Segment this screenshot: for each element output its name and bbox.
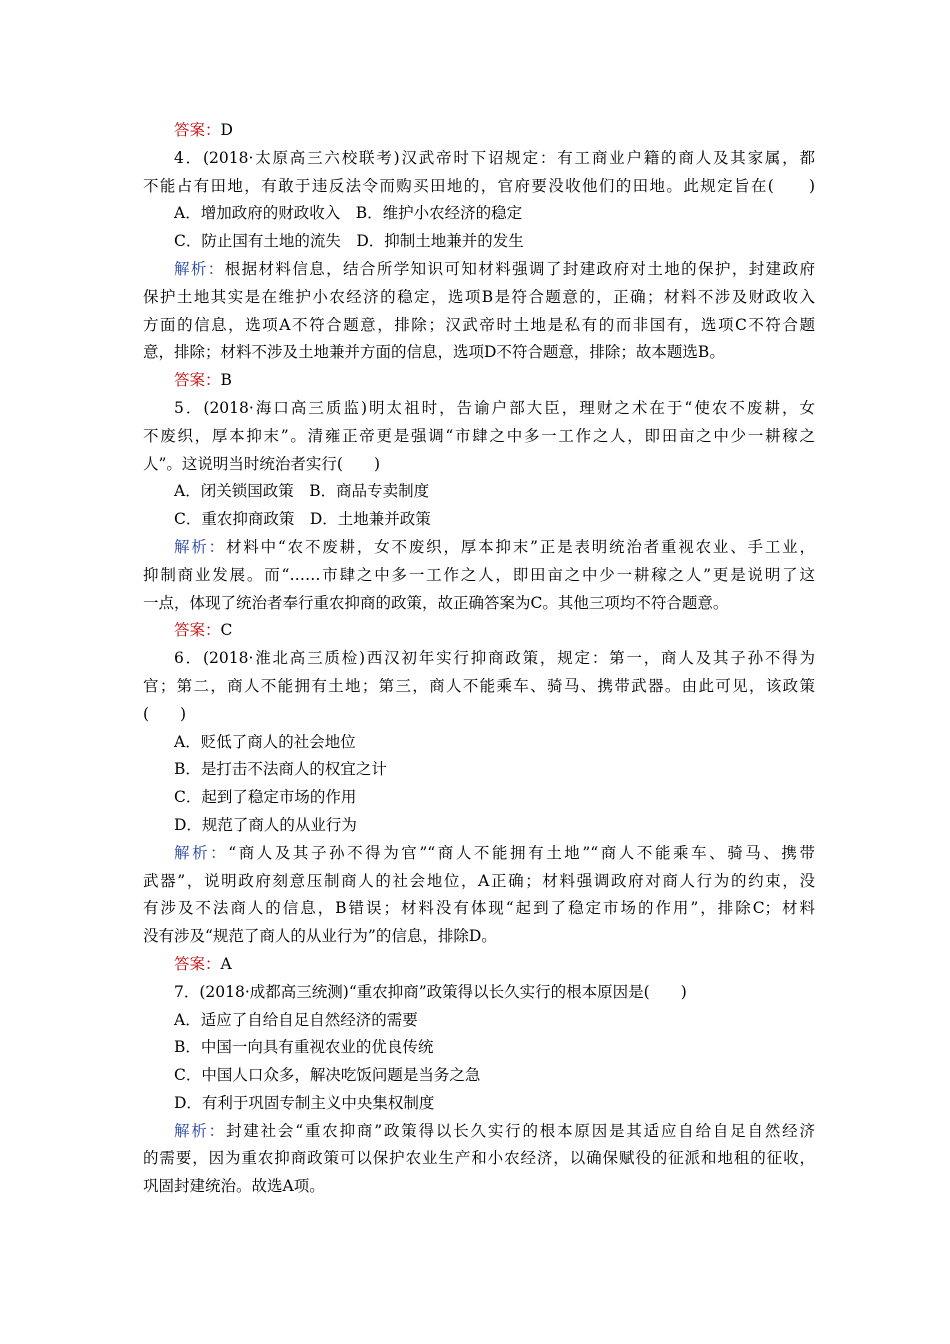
line-text: 不废织，厚本抑末”。清雍正帝更是强调“市肆之中多一工作之人，即田亩之中少一耕稼之 (143, 426, 815, 445)
text-line (143, 173, 815, 201)
question-line (143, 145, 815, 173)
line-text: C．防止国有土地的流失 D．抑制土地兼并的发生 (174, 232, 524, 251)
answer-label: 答案： (174, 371, 221, 390)
line-text: A．适应了自给自足自然经济的需要 (174, 1010, 418, 1029)
text-line (143, 284, 815, 312)
answer-line (143, 617, 815, 645)
line-text: 有涉及不法商人的信息，B错误；材料没有体现“起到了稳定市场的作用”，排除C；材料 (143, 899, 815, 918)
answer-line (143, 951, 815, 979)
answer-label: 答案： (174, 621, 221, 640)
line-text: A．增加政府的财政收入 B．维护小农经济的稳定 (174, 204, 523, 223)
text-line (143, 1173, 815, 1201)
option-line (143, 1034, 815, 1062)
line-text: 人”。这说明当时统治者实行( ) (143, 454, 381, 473)
line-text: B (220, 371, 232, 390)
text-line (143, 562, 815, 590)
text-line (143, 868, 815, 896)
analysis-label: 解析： (174, 537, 226, 556)
line-text: C．中国人口众多，解决吃饭问题是当务之急 (174, 1066, 481, 1085)
line-text: B．中国一向具有重视农业的优良传统 (174, 1038, 434, 1057)
analysis-line (143, 256, 815, 284)
analysis-label: 解析： (174, 259, 225, 278)
option-line (143, 1062, 815, 1090)
line-text: 4．(2018·太原高三六校联考)汉武帝时下诏规定：有工商业户籍的商人及其家属，都 (174, 148, 815, 167)
option-line (143, 784, 815, 812)
text-line (143, 1145, 815, 1173)
line-text: 不能占有田地，有敢于违反法令而购买田地的，官府要没收他们的田地。此规定旨在( ) (143, 176, 815, 195)
line-text: 一点，体现了统治者奉行重农抑商的政策，故正确答案为C。其他三项均不符合题意。 (143, 593, 729, 612)
option-line (143, 228, 815, 256)
text-line (143, 312, 815, 340)
line-text: A (220, 954, 232, 973)
question-line (143, 395, 815, 423)
analysis-line (143, 840, 815, 868)
option-line (143, 1007, 815, 1035)
text-line (143, 923, 815, 951)
line-text: 没有涉及“规范了商人的从业行为”的信息，排除D。 (143, 927, 497, 946)
answer-label: 答案： (174, 954, 221, 973)
line-text: 封建社会“重农抑商”政策得以长久实行的根本原因是其适应自给自足自然经济 (225, 1121, 815, 1140)
analysis-label: 解析： (174, 1121, 226, 1140)
line-text: A．贬低了商人的社会地位 (174, 732, 356, 751)
line-text: 方面的信息，选项A不符合题意，排除；汉武帝时土地是私有的而非国有，选项C不符合题 (143, 315, 815, 334)
text-line (143, 339, 815, 367)
line-text: C．重农抑商政策 D．土地兼并政策 (174, 510, 431, 529)
text-line (143, 590, 815, 618)
option-line (143, 506, 815, 534)
question-line (143, 645, 815, 673)
text-line (143, 701, 815, 729)
line-text: A．闭关锁国政策 B．商品专卖制度 (174, 482, 430, 501)
line-text: D．有利于巩固专制主义中央集权制度 (174, 1093, 435, 1112)
line-text: ( ) (143, 704, 187, 723)
answer-label: 答案： (174, 121, 221, 139)
line-text: 的需要，因为重农抑商政策可以保护农业生产和小农经济，以确保赋役的征派和地租的征收， (143, 1149, 815, 1168)
option-line (143, 756, 815, 784)
option-line (143, 478, 815, 506)
analysis-line (143, 1118, 815, 1146)
line-text: C．起到了稳定市场的作用 (174, 788, 357, 807)
line-text: 保护土地其实是在维护小农经济的稳定，选项B是符合题意的，正确；材料不涉及财政收入 (143, 287, 815, 306)
text-line (143, 673, 815, 701)
line-text: 根据材料信息，结合所学知识可知材料强调了封建政府对土地的保护，封建政府 (224, 259, 815, 278)
analysis-line (143, 534, 815, 562)
option-line (143, 200, 815, 228)
line-text: 意，排除；材料不涉及土地兼并方面的信息，选项D不符合题意，排除；故本题选B。 (143, 343, 725, 362)
text-line (143, 895, 815, 923)
line-text: 6．(2018·淮北高三质检)西汉初年实行抑商政策，规定：第一，商人及其子孙不得为 (174, 649, 815, 668)
option-line (143, 1090, 815, 1118)
line-text: 材料中“农不废耕，女不废织，厚本抑末”正是表明统治者重视农业、手工业， (225, 537, 815, 556)
answer-line (143, 367, 815, 395)
line-text: D (220, 121, 233, 139)
line-text: 7．(2018·成都高三统测)“重农抑商”政策得以长久实行的根本原因是( ) (174, 982, 687, 1001)
text-line (143, 451, 815, 479)
line-text: 抑制商业发展。而“……市肆之中多一工作之人，即田亩之中少一耕稼之人”更是说明了这 (143, 565, 815, 584)
line-text: 官；第二，商人不能拥有土地；第三，商人不能乘车、骑马、携带武器。由此可见，该政策 (143, 676, 815, 695)
answer-line (143, 117, 815, 145)
line-text: 巩固封建统治。故选A项。 (143, 1177, 325, 1196)
option-line (143, 812, 815, 840)
line-text: “商人及其子孙不得为官”“商人不能拥有土地”“商人不能乘车、骑马、携带 (228, 843, 815, 862)
line-text: D．规范了商人的从业行为 (174, 815, 357, 834)
line-text: C (220, 621, 233, 640)
line-text: 武器”，说明政府刻意压制商人的社会地位，A正确；材料强调政府对商人行为的约束，没 (143, 871, 815, 890)
option-line (143, 729, 815, 757)
line-text: 5．(2018·海口高三质监)明太祖时，告谕户部大臣，理财之术在于“使农不废耕，女 (174, 398, 815, 417)
option-line (143, 979, 815, 1007)
analysis-label: 解析： (174, 843, 229, 862)
document-body (143, 117, 815, 1201)
text-line (143, 423, 815, 451)
line-text: B．是打击不法商人的权宜之计 (174, 760, 387, 779)
